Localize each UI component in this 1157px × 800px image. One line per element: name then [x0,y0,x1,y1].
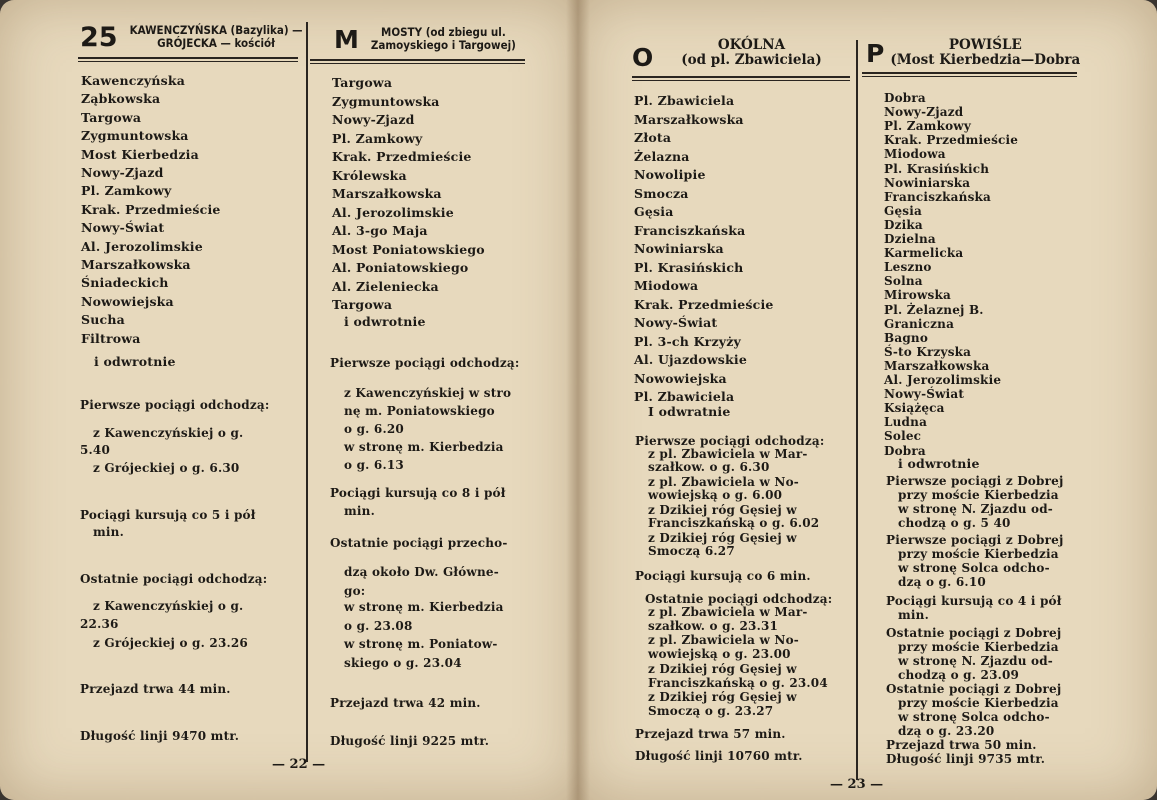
info-text: nę m. Poniatowskiego [344,404,495,418]
info-text: przy moście Kierbedzia [898,547,1059,561]
stop-item: Al. Jerozolimskie [81,238,203,254]
stop-item: Krak. Przedmieście [634,296,774,312]
info-text: chodzą o g. 5 40 [898,516,1011,530]
info-text: dzą o g. 6.10 [898,575,986,589]
info-text: wowiejską o g. 6.00 [648,488,783,502]
info-text: Franciszkańską o g. 6.02 [648,516,820,530]
info-text: z pl. Zbawiciela w No- [648,475,799,489]
info-text: z Kawenczyńskiej o g. [93,599,244,613]
info-text: min. [344,504,375,518]
info-text: z Dzikiej róg Gęsiej w [648,690,797,704]
info-text: Pociągi kursują co 4 i pół [886,594,1062,608]
info-text: w stronę m. Kierbedzia [344,600,504,614]
stop-item: Książęca [884,401,945,416]
info-text: z pl. Zbawiciela w No- [648,633,799,647]
info-text: przy moście Kierbedzia [898,488,1059,502]
info-text: Smoczą 6.27 [648,544,735,558]
stop-item: Zygmuntowska [81,128,189,144]
stop-item: Ś-to Krzyska [884,344,972,359]
info-text: o g. 23.08 [344,619,413,633]
info-text: z Dzikiej róg Gęsiej w [648,503,797,517]
info-text: Pociągi kursują co 5 i pół [80,508,256,522]
info-text: Ostatnie pociągi odchodzą: [80,572,268,586]
stop-item: Nowolipie [634,167,706,182]
stop-item: Miodowa [634,278,699,293]
stop-item: Franciszkańska [634,222,746,238]
stop-item: Pl. Zbawiciela [634,93,735,108]
info-text: Smoczą o g. 23.27 [648,704,774,718]
stop-item: Nowy-Zjazd [81,165,164,180]
stop-item: Ludna [884,415,928,430]
info-text: chodzą o g. 23.09 [898,668,1020,682]
info-text: 5.40 [80,443,111,457]
stop-item: Dobra [884,91,926,105]
stop-item: Pl. Zbawiciela [634,389,735,404]
stop-item: Marszałkowska [634,111,744,127]
stop-item: Al. 3-go Maja [332,223,428,238]
line-m-header [334,26,516,54]
right-page-number: — 23 — [830,777,884,792]
info-text: Pierwsze pociągi odchodzą: [80,398,270,412]
stop-item: Filtrowa [81,330,141,346]
line-o-header [632,38,822,72]
stop-item: Nowy-Zjazd [332,112,415,127]
info-text: przy moście Kierbedzia [898,696,1059,710]
info-text: skiego o g. 23.04 [344,656,462,670]
info-text: o g. 6.13 [344,458,404,472]
stop-item: Solna [884,274,923,289]
info-text: Przejazd trwa 44 min. [80,682,231,696]
stop-item: Pl. Żelaznej B. [884,302,984,317]
stop-item: Targowa [332,75,393,90]
line-m-title-2: Zamoyskiego i Targowej) [370,38,516,52]
info-text: szałkow. o g. 23.31 [648,619,779,633]
stop-item: Smocza [634,185,689,201]
stop-item: Marszałkowska [884,358,990,373]
stop-item: Krak. Przedmieście [81,201,221,217]
stop-item: Al. Ujazdowskie [634,352,748,367]
stop-item: Nowiniarska [634,241,724,256]
stop-item: Karmelicka [884,246,964,261]
info-text: Pierwsze pociągi z Dobrej [886,533,1064,547]
info-text: z pl. Zbawiciela w Mar- [648,605,808,619]
info-text: Przejazd trwa 50 min. [886,738,1037,752]
return-note: i odwrotnie [898,456,980,471]
stop-item: Nowiniarska [884,175,971,190]
info-text: w stronę N. Zjazdu od- [898,654,1053,668]
stop-item: Pl. Zamkowy [81,183,172,199]
stop-item: Krak. Przedmieście [332,149,472,164]
stop-item: Gęsia [634,204,674,219]
line-25-title-2: GRÓJECKA — kościół [157,36,275,50]
stop-item: Zygmuntowska [332,93,440,109]
stop-item: Nowy-Świat [81,220,165,236]
line-o-title-1: OKÓLNA [717,37,786,53]
stop-item: Leszno [884,260,932,275]
stop-item: Śniadeckich [81,275,169,291]
info-text: Ostatnie pociągi z Dobrej [886,682,1062,696]
stop-item: Kawenczyńska [81,73,186,88]
stop-item: Miodowa [884,147,946,162]
info-text: Długość linji 9225 mtr. [330,734,490,748]
line-o-title-2: (od pl. Zbawiciela) [681,52,822,68]
info-text: z Grójeckiej o g. 23.26 [93,636,248,650]
info-text: w stronę m. Kierbedzia [344,440,504,454]
info-text: Długość linji 10760 mtr. [635,749,803,763]
info-text: o g. 6.20 [344,422,404,436]
stop-item: Nowowiejska [634,370,727,386]
stop-item: Marszałkowska [332,186,442,201]
stop-item: Bagno [884,330,929,345]
line-25-title-1: KAWENCZYŃSKA (Bazylika) — [129,23,303,37]
stop-item: Dobra [884,443,926,458]
stop-item: Krak. Przedmieście [884,133,1019,148]
stop-item: Złota [634,130,672,145]
divider [862,76,1077,77]
stop-item: Nowy-Zjazd [884,105,964,120]
info-text: dzą około Dw. Główne- [344,565,499,579]
line-o-number: O [632,43,654,72]
stop-item: Ząbkowska [81,91,161,107]
divider [310,63,525,64]
line-m-title-1: MOSTY (od zbiegu ul. [381,25,506,39]
info-text: Pierwsze pociągi z Dobrej [886,474,1064,488]
divider [78,61,298,62]
info-text: min. [93,525,124,539]
stop-item: Pl. 3-ch Krzyży [634,333,741,349]
column-divider [856,40,858,780]
stop-item: Solec [884,429,922,444]
info-text: Pociągi kursują co 6 min. [635,569,811,583]
stop-item: Graniczna [884,316,955,331]
column-divider [306,22,308,762]
stop-item: Pl. Krasińskich [634,259,744,275]
info-text: w stronę Solca odcho- [898,710,1050,724]
stop-item: Targowa [81,109,142,125]
line-25-number: 25 [80,22,118,53]
info-text: Ostatnie pociągi odchodzą: [645,592,833,606]
line-p-header [866,38,1080,68]
stop-item: Sucha [81,312,125,328]
info-text: Pociągi kursują co 8 i pół [330,486,506,500]
info-text: go: [344,584,366,598]
info-text: przy moście Kierbedzia [898,640,1059,654]
info-text: Ostatnie pociągi przecho- [330,536,508,550]
info-text: z Grójeckiej o g. 6.30 [93,461,240,475]
stop-item: Nowy-Świat [884,387,965,402]
divider [632,80,850,81]
info-text: wowiejską o g. 23.00 [648,647,791,661]
info-text: w stronę Solca odcho- [898,561,1050,575]
divider [310,59,525,61]
left-page-number: — 22 — [272,757,326,772]
info-text: w stronę N. Zjazdu od- [898,502,1053,516]
return-note: I odwratnie [648,404,731,419]
info-text: z Dzikiej róg Gęsiej w [648,531,797,545]
info-text: Długość linji 9470 mtr. [80,729,240,743]
stop-item: Marszałkowska [81,257,191,272]
info-text: Pierwsze pociągi odchodzą: [330,356,520,370]
line-p-title-2: (Most Kierbedzia—Dobra [890,52,1081,68]
stop-item: Most Kierbedzia [81,146,199,162]
stop-item: Al. Poniatowskiego [332,260,469,275]
stop-item: Żelazna [634,148,690,164]
divider [632,76,850,78]
info-text: Pierwsze pociągi odchodzą: [635,434,825,448]
info-text: z Dzikiej róg Gęsiej w [648,662,797,676]
info-text: z pl. Zbawiciela w Mar- [648,447,808,461]
stop-item: Franciszkańska [884,189,992,204]
stop-item: Most Poniatowskiego [332,241,485,257]
line-25-header [80,24,303,52]
stop-item: Pl. Zamkowy [332,130,423,146]
divider [862,72,1077,74]
stop-item: Al. Zieleniecka [332,278,439,294]
info-text: Ostatnie pociągi z Dobrej [886,626,1062,640]
stop-item: Pl. Krasińskich [884,161,990,176]
info-text: Przejazd trwa 42 min. [330,696,481,710]
stop-item: Gęsia [884,203,922,218]
line-m-number: M [334,25,359,54]
info-text: z Kawenczyńskiej w stro [344,386,512,400]
info-text: dzą o g. 23.20 [898,724,995,738]
stop-item: Dzielna [884,232,936,246]
info-text: min. [898,608,929,622]
info-text: w stronę m. Poniatow- [344,637,498,651]
info-text: Długość linji 9735 mtr. [886,752,1046,766]
stop-item: Targowa [332,297,393,312]
stop-item: Mirowska [884,288,951,303]
return-note: i odwrotnie [344,314,426,329]
stop-item: Nowy-Świat [634,315,718,330]
stop-item: Królewska [332,167,407,183]
info-text: z Kawenczyńskiej o g. [93,426,244,440]
divider [78,57,298,59]
line-p-title-1: POWIŚLE [948,37,1022,53]
stop-item: Pl. Zamkowy [884,119,971,134]
book-gutter [566,0,590,800]
info-text: szałkow. o g. 6.30 [648,460,770,474]
stop-item: Dzika [884,217,923,232]
stop-item: Al. Jerozolimskie [332,204,454,220]
info-text: 22.36 [80,617,119,631]
info-text: Przejazd trwa 57 min. [635,727,786,741]
stop-item: Al. Jerozolimskie [884,373,1002,387]
line-p-number: P [866,39,885,68]
info-text: Franciszkańską o g. 23.04 [648,676,828,690]
stop-item: Nowowiejska [81,293,174,309]
return-note: i odwrotnie [94,354,176,369]
